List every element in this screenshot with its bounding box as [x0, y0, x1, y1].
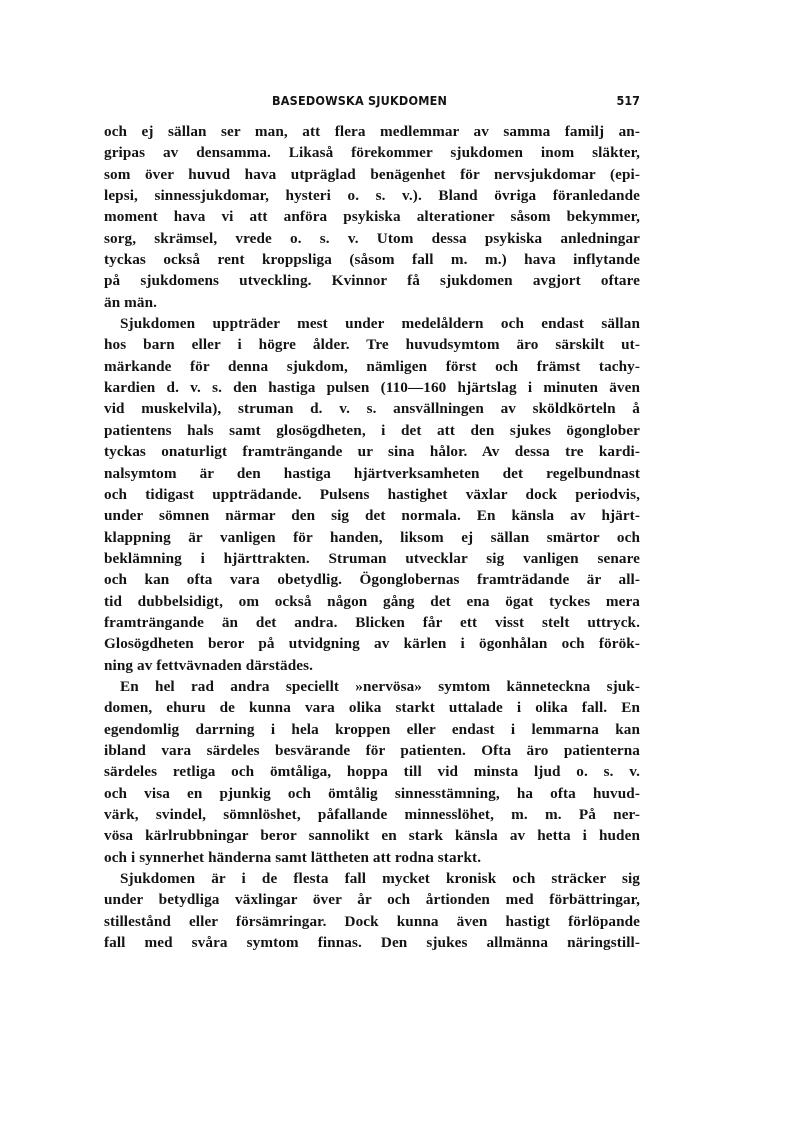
text-line: nalsymtom är den hastiga hjärtverksamheten det regelbundnast — [104, 464, 640, 482]
text-line: och i synnerhet händerna samt lättheten att rodna starkt. — [104, 848, 482, 866]
text-line: under betydliga växlingar över år och årtionden med förbättringar, — [104, 891, 640, 909]
text-line: och ej sällan ser man, att flera medlemmar av samma familj an- — [104, 123, 640, 140]
text-line: moment hava vi att anföra psykiska alterationer såsom bekymmer, — [104, 208, 640, 226]
text-line: och tidigast uppträdande. Pulsens hastighet växlar dock periodvis, — [104, 485, 640, 503]
text-line: vid muskelvila), struman d. v. s. ansvällningen av sköldkörteln å — [104, 400, 640, 418]
text-line: Sjukdomen uppträder mest under medelåldern och endast sällan — [120, 315, 640, 333]
text-line: beklämning i hjärttrakten. Struman utvecklar sig vanligen senare — [104, 549, 640, 567]
text-line: kardien d. v. s. den hastiga pulsen (110—160 hjärtslag i minuten även — [104, 379, 640, 397]
text-line: ning av fettvävnaden därstädes. — [104, 656, 313, 674]
text-line: och visa en pjunkig och ömtålig sinnesstämning, ha ofta huvud- — [104, 784, 640, 802]
text-line: framträngande än det andra. Blicken får ett visst stelt uttryck. — [104, 613, 640, 631]
text-line: tyckas också rent kroppsliga (såsom fall m. m.) hava inflytande — [104, 251, 640, 269]
text-line: sorg, skrämsel, vrede o. s. v. Utom dessa psykiska anledningar — [104, 229, 640, 247]
text-line: lepsi, sinnessjukdomar, hysteri o. s. v.). Bland övriga föranledande — [104, 187, 640, 205]
text-line: särdeles retliga och ömtåliga, hoppa till vid minsta ljud o. s. v. — [104, 763, 640, 781]
text-line: tyckas onaturligt framträngande ur sina hålor. Av dessa tre kardi- — [104, 443, 640, 461]
text-line: Glosögdheten beror på utvidgning av kärlen i ögonhålan och förök- — [104, 635, 640, 653]
text-line: fall med svåra symtom finnas. Den sjukes allmänna näringstill- — [104, 934, 640, 952]
text-line: under sömnen närmar den sig det normala. En känsla av hjärt- — [104, 507, 640, 525]
text-line: gripas av densamma. Likaså förekommer sjukdomen inom släkter, — [104, 144, 640, 162]
text-line: värk, svindel, sömnlöshet, påfallande minnesslöhet, m. m. På ner- — [104, 806, 640, 823]
page-number: 517 — [616, 93, 640, 108]
text-line: klappning är vanligen för handen, liksom ej sällan smärtor och — [104, 528, 640, 546]
running-title: BASEDOWSKA SJUKDOMEN — [272, 93, 448, 108]
text-line: Sjukdomen är i de flesta fall mycket kronisk och sträcker sig — [120, 870, 640, 888]
text-line: patientens hals samt glosögdheten, i det att den sjukes ögonglober — [104, 421, 640, 439]
running-head — [104, 93, 640, 111]
text-line: En hel rad andra speciellt »nervösa» symtom känneteckna sjuk- — [120, 677, 640, 695]
text-line: stillestånd eller försämringar. Dock kunna även hastigt förlöpande — [104, 912, 640, 930]
text-line: än män. — [104, 293, 158, 311]
text-line: egendomlig darrning i hela kroppen eller endast i lemmarna kan — [104, 720, 640, 738]
text-line: på sjukdomens utveckling. Kvinnor få sjukdomen avgjort oftare — [104, 272, 640, 290]
text-line: som över huvud hava utpräglad benägenhet för nervsjukdomar (epi- — [104, 165, 640, 183]
text-line: märkande för denna sjukdom, nämligen först och främst tachy- — [104, 357, 640, 375]
text-line: domen, ehuru de kunna vara olika starkt uttalade i olika fall. En — [104, 699, 640, 717]
text-line: ibland vara särdeles besvärande för patienten. Ofta äro patienterna — [104, 741, 640, 759]
body-text — [104, 121, 640, 953]
text-line: och kan ofta vara obetydlig. Ögonglobernas framträdande är all- — [104, 571, 640, 589]
text-line: tid dubbelsidigt, om också någon gång det ena ögat tyckes mera — [104, 592, 640, 610]
text-line: vösa kärlrubbningar beror sannolikt en stark känsla av hetta i huden — [104, 827, 640, 845]
text-line: hos barn eller i högre ålder. Tre huvudsymtom äro särskilt ut- — [104, 336, 640, 354]
